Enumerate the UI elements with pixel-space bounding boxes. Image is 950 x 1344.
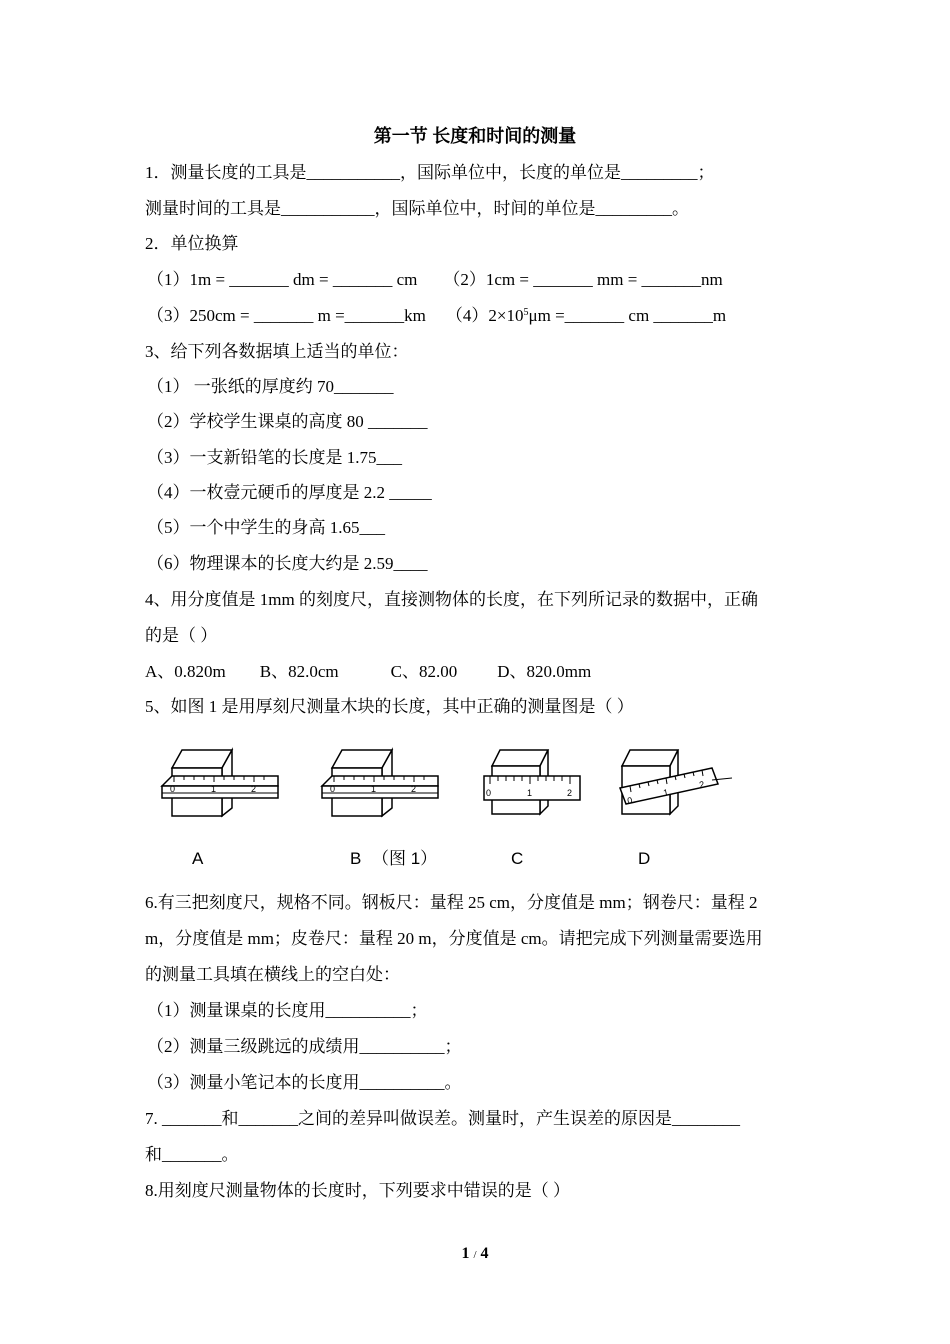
q2-row-1 — [147, 268, 812, 292]
q4-line-1: 4、用分度值是 1mm 的刻度尺，直接测物体的长度，在下列所记录的数据中，正确 — [145, 590, 758, 609]
q2-item-4-rest: μm =_______ cm _______m — [528, 306, 727, 325]
q3-item: （2）学校学生课桌的高度 80 _______ — [147, 412, 428, 431]
q7-line-2: 和_______。 — [145, 1145, 239, 1164]
page-separator: / — [473, 1249, 477, 1261]
ruler-diagram-c — [484, 750, 580, 814]
q4-line-2: 的是（ ） — [145, 626, 218, 645]
q1-line-2: 测量时间的工具是___________，国际单位中，时间的单位是_________。 — [145, 199, 689, 218]
q2-heading: 2．单位换算 — [145, 234, 239, 253]
ruler-d-digit-1: 1 — [662, 787, 670, 798]
ruler-d-digit-2: 2 — [698, 779, 706, 790]
q6-line-1: 6.有三把刻度尺，规格不同。钢板尺：量程 25 cm，分度值是 mm；钢卷尺：量程 2 — [145, 893, 758, 912]
q4-option-c: C、82.00 — [390, 662, 458, 681]
q2-item-2: （2）1cm = _______ mm = _______nm — [443, 270, 723, 289]
ruler-b-digit-1: 1 — [371, 784, 377, 794]
q2-item-1: （1）1m = _______ dm = _______ cm — [147, 270, 418, 289]
ruler-diagram-a — [162, 750, 278, 816]
q1-line-1: 1．测量长度的工具是___________，国际单位中，长度的单位是_________； — [145, 163, 715, 182]
ruler-a-digit-2: 2 — [251, 784, 257, 794]
q3-item: （3）一支新铅笔的长度是 1.75___ — [147, 448, 402, 467]
q2-row-2 — [147, 304, 812, 328]
figure-1-rulers — [150, 738, 750, 838]
q4-option-a: A、0.820m — [145, 662, 226, 681]
figure-label-c: C — [511, 849, 524, 868]
ruler-d-digit-0: 0 — [626, 795, 634, 806]
ruler-diagram-b — [322, 750, 438, 816]
figure-label-b: B — [350, 849, 362, 868]
q4-option-b: B、82.0cm — [259, 662, 339, 681]
figure-caption: （图 1） — [372, 849, 438, 868]
page-number — [0, 1244, 950, 1265]
page-title: 第一节 长度和时间的测量 — [373, 126, 577, 146]
q3-item: （1） 一张纸的厚度约 70_______ — [147, 377, 394, 396]
q4-options — [145, 660, 810, 684]
q2-item-4-exponent: 5 — [523, 307, 529, 318]
ruler-c-digit-2: 2 — [567, 788, 573, 798]
figure-label-d: D — [638, 849, 651, 868]
q6-line-2: m，分度值是 mm；皮卷尺：量程 20 m，分度值是 cm。请把完成下列测量需要选用 — [145, 929, 763, 948]
ruler-c-digit-0: 0 — [486, 788, 492, 798]
q6-line-3: 的测量工具填在横线上的空白处： — [145, 965, 400, 984]
q3-item: （6）物理课本的长度大约是 2.59____ — [147, 554, 428, 573]
q5-text: 5、如图 1 是用厚刻尺测量木块的长度，其中正确的测量图是（ ） — [145, 697, 634, 716]
ruler-a-digit-0: 0 — [170, 784, 176, 794]
q3-item: （4）一枚壹元硬币的厚度是 2.2 _____ — [147, 483, 432, 502]
q6-item: （2）测量三级跳远的成绩用__________； — [147, 1037, 462, 1056]
ruler-b-digit-2: 2 — [411, 784, 417, 794]
q6-item: （1）测量课桌的长度用__________； — [147, 1001, 428, 1020]
figure-label-a: A — [192, 849, 204, 868]
ruler-c-digit-1: 1 — [527, 788, 533, 798]
q2-item-4 — [446, 306, 726, 325]
q2-item-3: （3）250cm = _______ m =_______km — [147, 306, 426, 325]
total-pages: 4 — [480, 1245, 489, 1262]
q6-item: （3）测量小笔记本的长度用__________。 — [147, 1073, 462, 1092]
ruler-diagram-d — [620, 750, 732, 814]
q3-item: （5）一个中学生的身高 1.65___ — [147, 518, 385, 537]
q4-option-d: D、820.0mm — [497, 662, 592, 681]
q7-line-1: 7. _______和_______之间的差异叫做误差。测量时，产生误差的原因是________ — [145, 1109, 740, 1128]
ruler-a-digit-1: 1 — [211, 784, 217, 794]
current-page: 1 — [461, 1245, 470, 1262]
ruler-b-digit-0: 0 — [330, 784, 336, 794]
figure-1 — [150, 738, 750, 873]
q8-text: 8.用刻度尺测量物体的长度时，下列要求中错误的是（ ） — [145, 1181, 570, 1200]
q2-item-4-base: （4）2×10 — [445, 306, 524, 325]
q3-heading: 3、给下列各数据填上适当的单位： — [145, 342, 409, 361]
